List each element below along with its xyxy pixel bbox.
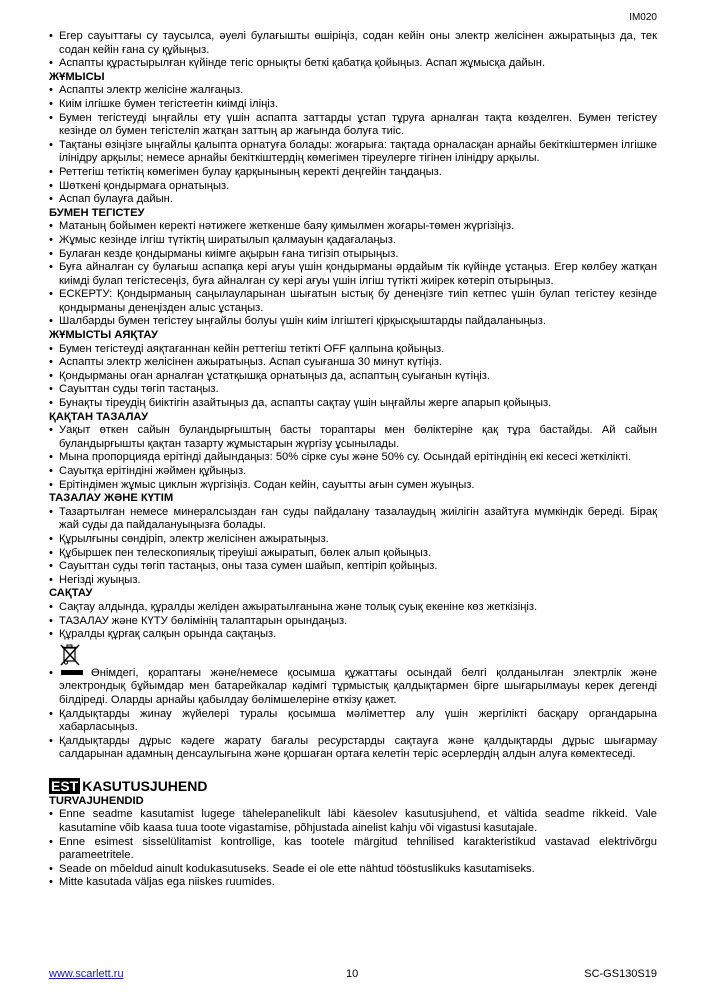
list-item: • Тазартылған немесе минералсыздан ған суды пайдалану тазалаудың жиілігін азайтуға мүмкіндік береді. Бірақ жай суды да пайдалануыңызға болады.	[49, 506, 657, 533]
language-badge: EST	[51, 777, 79, 794]
list-item: • Шалбарды бумен тегістеу ыңғайлы болуы үшін киім ілгіштегі қірқысқыштарды пайдаланыңыз.	[49, 315, 657, 329]
list-item: • Бунақты тіреудің биіктігін азайтыңыз да, аспапты сақтау үшін ыңғайлы жерге апарып қойыңыз.	[49, 397, 657, 411]
list-item: • Қондырманы оған арналған ұстатқышқа орнатыңыз да, аспаптың суығанын күтіңіз.	[49, 370, 657, 384]
list-item: • Матаның бойымен керекті нәтижеге жеткенше баяу қимылмен жоғары-төмен жүргізіңіз.	[49, 220, 657, 234]
section-finishing	[49, 329, 657, 411]
section-heading: TURVAJUHENDID	[49, 794, 144, 807]
list-item: • Буға айналған су булағыш аспапқа кері ағуы үшін қондырманы әрдайым тік күйінде ұстаңыз. Егер көлбеу жатқан киімді булап тегістесеңіз, буға айналған су кері ағуы үшін ілгіш түтікті жиірек көтеріп отырыңыз.	[49, 261, 657, 288]
list-item: • Аспап булауға дайын.	[49, 193, 657, 207]
model-code: SC-GS130S19	[584, 968, 657, 980]
section-heading: САҚТАУ	[49, 587, 93, 600]
section-storage	[49, 587, 657, 641]
est-section-title	[49, 778, 657, 795]
section-operation	[49, 71, 657, 207]
crossed-out-wheelie-bin-icon	[59, 643, 81, 667]
section-heading: БУМЕН ТЕГІСТЕУ	[49, 206, 145, 219]
list-item: • Бумен тегістеуді аяқтағаннан кейін реттегіш тетікті OFF қалпына қойыңыз.	[49, 343, 657, 357]
list-item: • Құралды құрғақ салқын орында сақтаңыз.	[49, 628, 657, 642]
list-item: • Уақыт өткен сайын буландырғыштың басты тораптары мен бөліктеріне қақ тұра бастайды. Ай сайын буландырғышты қақтан тазарту жұмыстарын жүргізу ұсынылады.	[49, 424, 657, 451]
solid-bar-icon	[61, 670, 83, 675]
manual-title: KASUTUSJUHEND	[82, 777, 208, 794]
list-item: • Негізді жуыңыз.	[49, 574, 657, 588]
list-item: • Құбыршек пен телескопиялық тіреуіші ажыратып, бөлек алып қойыңыз.	[49, 547, 657, 561]
list-item: • Enne seadme kasutamist lugege tähelepanelikult läbi käesolev kasutusjuhend, et vältida seadme rikkeid. Vale kasutamine võib kaasa tuua toote vigastamise, põhjustada ainelist kahju või vigastusi kasutajale.	[49, 808, 657, 835]
section-heading: ЖҰМЫСЫ	[49, 70, 105, 83]
list-item: • Булаған кезде қондырманы киімге ақырын ғана тигізіп отырыңыз.	[49, 248, 657, 262]
list-item: • Сақтау алдында, құралды желіден ажыратылғанына және толық суық екеніне көз жеткізіңіз.	[49, 601, 657, 615]
list-item: • Бумен тегістеуді ыңғайлы ету үшін аспапта заттарды ұстап тұруға арналған тақта көзделген. Бумен тегістеу кезінде ол бумен тегістеліп жатқан заттың ар жағында болуға тиіс.	[49, 112, 657, 139]
list-item	[49, 667, 657, 708]
list-item: • Сауыттан суды төгіп тастаңыз.	[49, 383, 657, 397]
list-item: • Аспапты электр желісіне жалғаңыз.	[49, 84, 657, 98]
section-heading: ТАЗАЛАУ ЖӘНЕ КҮТІМ	[49, 492, 174, 505]
list-item: • Қалдықтарды дұрыс кәдеге жарату бағалы ресурстарды сақтауға және қалдықтарды дұрыс шығармау салдарынан адамның денсаулығына және қоршаған ортаға келетін теріс әсерлердің алдын алуға көмектеседі.	[49, 735, 657, 762]
section-cleaning	[49, 492, 657, 587]
list-item: • Сауыттан суды төгіп тастаңыз, оны таза сумен шайып, кептіріп қойыңыз.	[49, 560, 657, 574]
list-item: • Аспапты электр желісінен ажыратыңыз. Аспап суығанша 30 минут күтіңіз.	[49, 356, 657, 370]
disposal-list	[49, 667, 657, 762]
safety-list	[49, 808, 657, 890]
list-item: • Аспапты құрастырылған күйінде тегіс орнықты беткі қабатқа қойыңыз. Аспап жұмысқа дайын.	[49, 57, 657, 71]
list-item: • Реттегіш тетіктің көмегімен булау қарқынының керекті деңгейін таңдаңыз.	[49, 166, 657, 180]
list-item: • Тақтаны өзіңізге ыңғайлы қалыпта орнатуға болады: жоғарыға: тақтада орналасқан арнайы бекіткіштермен ілгішке ілінідру арқылы; немесе арнайы бекіткіштердің көмегімен тіреулерге тігінен ілінідру арқылы.	[49, 139, 657, 166]
list-item: • ТАЗАЛАУ және КҮТУ бөлімінің талаптарын орындаңыз.	[49, 615, 657, 629]
list-item: • Enne esimest sisselülitamist kontrollige, kas tootele märgitud tehnilised karakteristikud vastavad elektrivõrgu parameetritele.	[49, 836, 657, 863]
list-item: • Егер сауыттағы су таусылса, әуелі булағышты өшіріңіз, содан кейін оны электр желісінен ажыратыңыз да, тек содан кейін ғана су құйыңыз.	[49, 30, 657, 57]
intro-list	[49, 30, 657, 71]
list-item: • ЕСКЕРТУ: Қондырманың саңылауларынан шығатын ыстық бу денеңізге тиіп кетпес үшін булап тегістеу кезінде қондырманы денеңізден алыс ұстаңыз.	[49, 288, 657, 315]
document-body	[49, 30, 657, 890]
list-item: • Киім ілгішке бумен тегістеетін киімді іліңіз.	[49, 98, 657, 112]
section-heading: ЖҰМЫСТЫ АЯҚТАУ	[49, 329, 158, 342]
list-item: • Қалдықтарды жинау жүйелері туралы қосымша мәліметтер алу үшін жергілікті басқару органдарына хабарласыңыз.	[49, 708, 657, 735]
list-item: • Құрылғыны сөндіріп, электр желісінен ажыратыңыз.	[49, 533, 657, 547]
list-item: • Mitte kasutada väljas ega niiskes ruumides.	[49, 876, 657, 890]
model-number: IM020	[629, 12, 657, 23]
section-descaling	[49, 411, 657, 493]
section-steaming	[49, 207, 657, 329]
list-item: • Мына пропорцияда ерітінді дайындаңыз: 50% сірке суы және 50% су. Осындай ерітіндінің екі кесесі жеткілікті.	[49, 451, 657, 465]
disposal-text: Өнімдегі, қораптағы және/немесе қосымша құжаттағы осындай белгі қолданылған электрлік және электрондық бұйымдар мен батарейкалар кәдімгі тұрмыстық қалдықтармен бірге шығарылмауы керек дегенді білдіреді. Оларды арнайы қабылдау бөлімшелеріне өткізу қажет.	[59, 666, 657, 706]
list-item: • Шөткені қондырмаға орнатыңыз.	[49, 180, 657, 194]
page-number: 10	[346, 968, 359, 980]
list-item: • Ерітіндімен жұмыс циклын жүргізіңіз. Содан кейін, сауытты ағын сумен жуыңыз.	[49, 479, 657, 493]
weee-symbol-row	[49, 643, 657, 667]
list-item: • Жұмыс кезінде ілгіш түтіктің ширатылып қалмауын қадағалаңыз.	[49, 234, 657, 248]
website-link[interactable]: www.scarlett.ru	[49, 968, 124, 980]
section-heading: ҚАҚТАН ТАЗАЛАУ	[49, 410, 149, 423]
list-item: • Сауытқа ерітіндіні жәймен құйыңыз.	[49, 465, 657, 479]
list-item: • Seade on mõeldud ainult kodukasutuseks. Seade ei ole ette nähtud tööstuslikuks kasutamiseks.	[49, 863, 657, 877]
